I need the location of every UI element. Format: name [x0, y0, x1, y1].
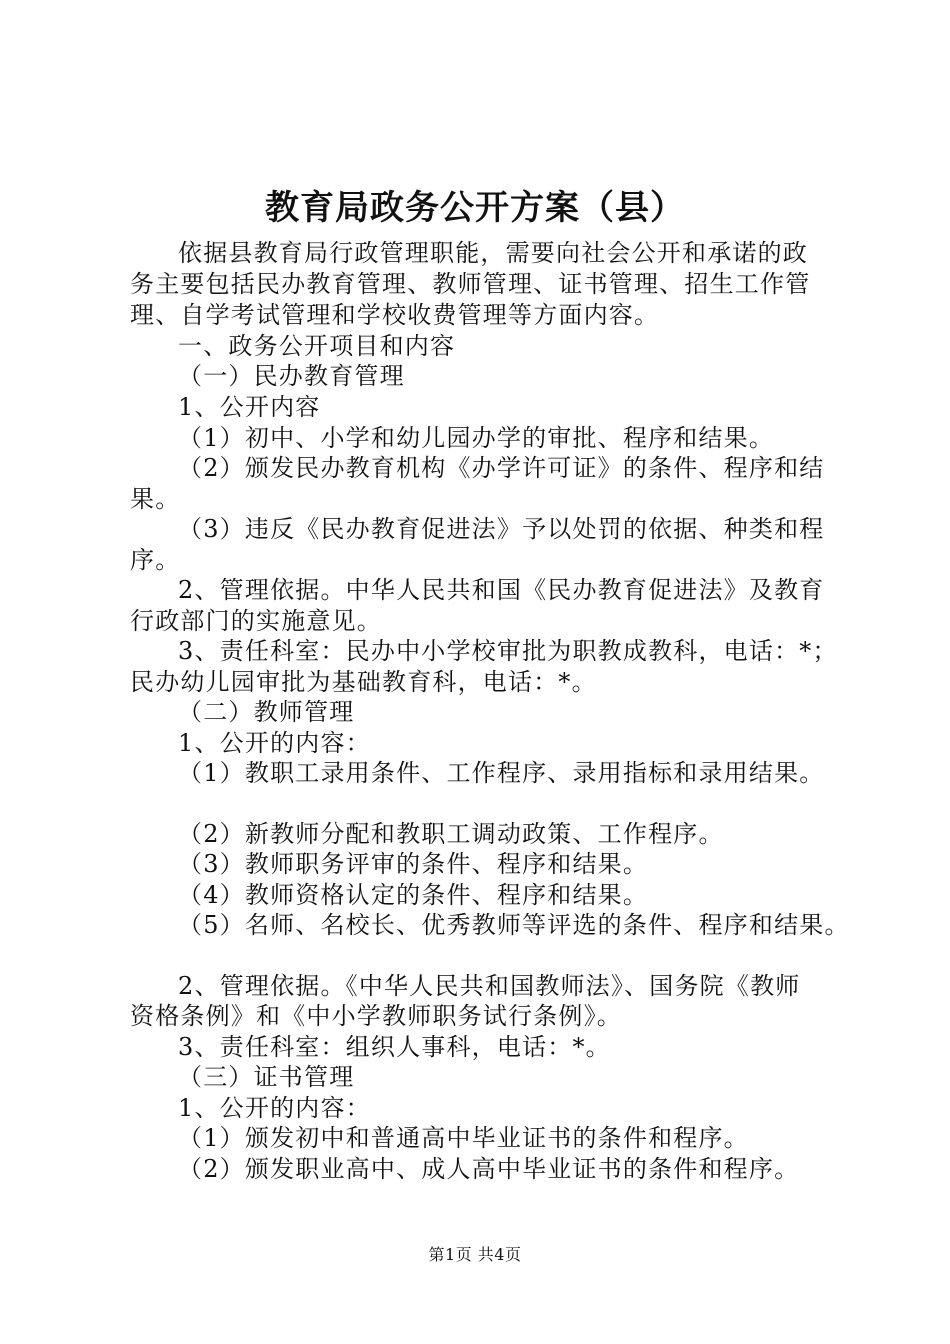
item-heading: 1、公开内容: [178, 393, 321, 421]
list-item: （1）教职工录用条件、工作程序、录用指标和录用结果。: [178, 759, 825, 787]
list-item: （1）颁发初中和普通高中毕业证书的条件和程序。: [178, 1124, 749, 1152]
list-item: （3）违反《民办教育促进法》予以处罚的依据、种类和程: [178, 515, 825, 543]
paragraph-line: 依据县教育局行政管理职能，需要向社会公开和承诺的政: [178, 239, 808, 267]
page-number-footer: 第1页 共4页: [428, 1245, 522, 1264]
paragraph-line: 资格条例》和《中小学教师职务试行条例》。: [130, 1002, 622, 1030]
paragraph-line: 3、责任科室：组织人事科，电话：*。: [178, 1033, 611, 1061]
subsection-heading: （二）教师管理: [178, 698, 355, 726]
list-item: （2）新教师分配和教职工调动政策、工作程序。: [178, 820, 724, 848]
list-item: （2）颁发民办教育机构《办学许可证》的条件、程序和结: [178, 454, 825, 482]
list-item-continued: 序。: [130, 546, 181, 574]
list-item: （1）初中、小学和幼儿园办学的审批、程序和结果。: [178, 424, 775, 452]
subsection-heading: （一）民办教育管理: [178, 362, 405, 390]
list-item-continued: 果。: [130, 485, 181, 513]
paragraph-line: 务主要包括民办教育管理、教师管理、证书管理、招生工作管: [130, 270, 811, 298]
paragraph-line: 民办幼儿园审批为基础教育科，电话：*。: [130, 668, 597, 696]
section-heading: 一、政务公开项目和内容: [178, 332, 456, 360]
paragraph-line: 3、责任科室：民办中小学校审批为职教成教科，电话：*；: [178, 637, 838, 665]
paragraph-line: 理、自学考试管理和学校收费管理等方面内容。: [130, 301, 660, 329]
paragraph-line: 行政部门的实施意见。: [130, 607, 382, 635]
list-item: （2）颁发职业高中、成人高中毕业证书的条件和程序。: [178, 1155, 800, 1183]
paragraph-line: 2、管理依据。中华人民共和国《民办教育促进法》及教育: [178, 576, 825, 604]
document-title: 教育局政务公开方案（县）: [265, 188, 685, 228]
list-item: （3）教师职务评审的条件、程序和结果。: [178, 850, 649, 878]
paragraph-line: 2、管理依据。《中华人民共和国教师法》、国务院《教师: [178, 972, 801, 1000]
item-heading: 1、公开的内容：: [178, 1094, 371, 1122]
item-heading: 1、公开的内容：: [178, 729, 371, 757]
list-item: （4）教师资格认定的条件、程序和结果。: [178, 881, 649, 909]
subsection-heading: （三）证书管理: [178, 1063, 355, 1091]
list-item: （5）名师、名校长、优秀教师等评选的条件、程序和结果。: [178, 911, 850, 939]
